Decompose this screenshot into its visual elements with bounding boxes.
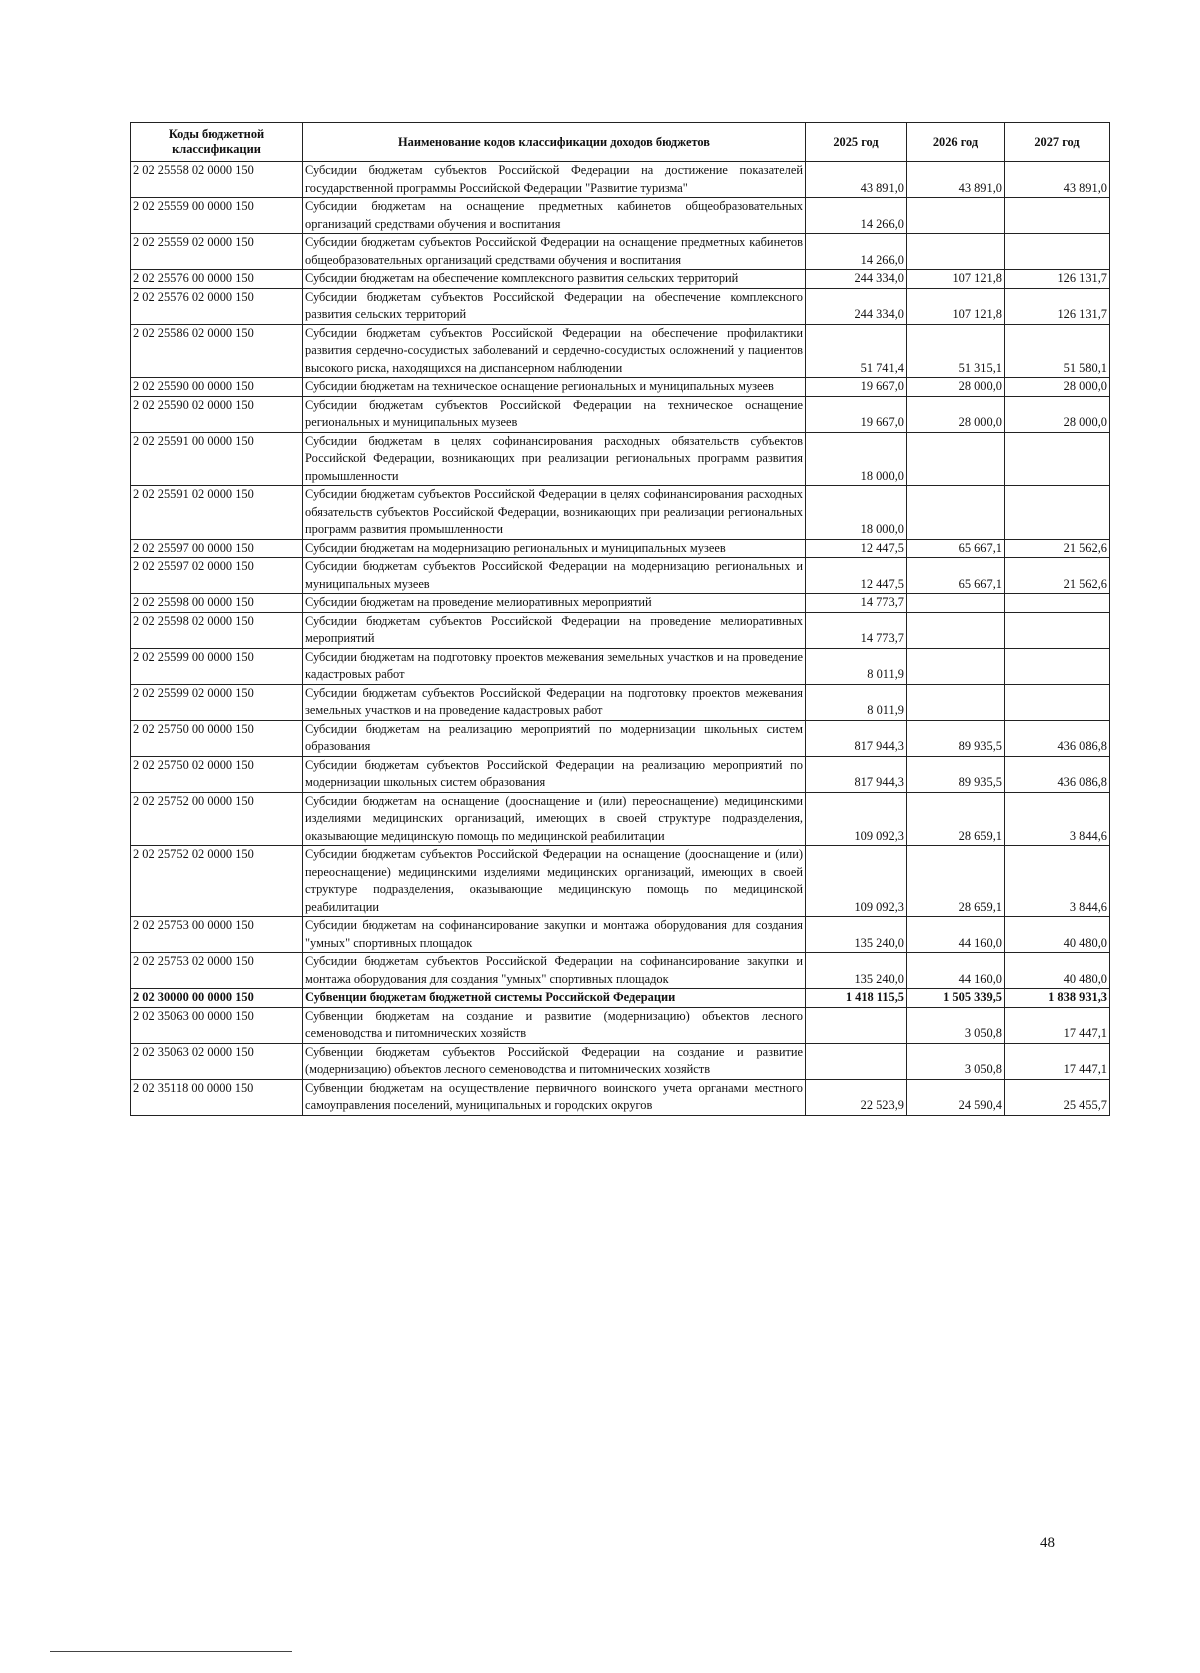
row-code: 2 02 25590 02 0000 150 bbox=[131, 396, 303, 432]
row-code: 2 02 35063 02 0000 150 bbox=[131, 1043, 303, 1079]
row-value-2025: 18 000,0 bbox=[806, 432, 907, 486]
row-value-2026 bbox=[907, 432, 1005, 486]
row-value-2026: 107 121,8 bbox=[907, 288, 1005, 324]
row-code: 2 02 25591 00 0000 150 bbox=[131, 432, 303, 486]
row-value-2027: 28 000,0 bbox=[1005, 378, 1110, 397]
row-code: 2 02 25576 02 0000 150 bbox=[131, 288, 303, 324]
budget-table-container bbox=[130, 122, 1109, 1116]
row-value-2027 bbox=[1005, 234, 1110, 270]
row-value-2026: 43 891,0 bbox=[907, 162, 1005, 198]
row-name: Субсидии бюджетам на модернизацию региональных и муниципальных музеев bbox=[303, 539, 806, 558]
row-code: 2 02 25597 00 0000 150 bbox=[131, 539, 303, 558]
table-header-row bbox=[131, 123, 1110, 162]
row-value-2026: 28 000,0 bbox=[907, 378, 1005, 397]
header-code: Коды бюджетной классификации bbox=[131, 123, 303, 162]
row-value-2026: 24 590,4 bbox=[907, 1079, 1005, 1115]
table-row bbox=[131, 756, 1110, 792]
table-row bbox=[131, 594, 1110, 613]
row-value-2025: 14 266,0 bbox=[806, 198, 907, 234]
row-value-2027 bbox=[1005, 594, 1110, 613]
row-value-2025: 8 011,9 bbox=[806, 684, 907, 720]
row-name: Субсидии бюджетам на техническое оснащение региональных и муниципальных музеев bbox=[303, 378, 806, 397]
table-row bbox=[131, 198, 1110, 234]
row-value-2025: 817 944,3 bbox=[806, 720, 907, 756]
row-value-2025: 43 891,0 bbox=[806, 162, 907, 198]
row-value-2027: 17 447,1 bbox=[1005, 1007, 1110, 1043]
budget-revenue-table bbox=[130, 122, 1110, 1116]
row-value-2027: 25 455,7 bbox=[1005, 1079, 1110, 1115]
table-row bbox=[131, 162, 1110, 198]
row-value-2027: 17 447,1 bbox=[1005, 1043, 1110, 1079]
row-name: Субсидии бюджетам на подготовку проектов межевания земельных участков и на проведение кадастровых работ bbox=[303, 648, 806, 684]
row-value-2025: 109 092,3 bbox=[806, 792, 907, 846]
page-number: 48 bbox=[1040, 1535, 1055, 1551]
row-value-2026: 89 935,5 bbox=[907, 756, 1005, 792]
row-value-2026 bbox=[907, 648, 1005, 684]
row-code: 2 02 25586 02 0000 150 bbox=[131, 324, 303, 378]
row-value-2025: 12 447,5 bbox=[806, 558, 907, 594]
row-name: Субсидии бюджетам на проведение мелиоративных мероприятий bbox=[303, 594, 806, 613]
row-code: 2 02 25591 02 0000 150 bbox=[131, 486, 303, 540]
table-row bbox=[131, 378, 1110, 397]
row-value-2026: 65 667,1 bbox=[907, 539, 1005, 558]
table-row bbox=[131, 792, 1110, 846]
table-row bbox=[131, 720, 1110, 756]
row-code: 2 02 35063 00 0000 150 bbox=[131, 1007, 303, 1043]
row-value-2026: 44 160,0 bbox=[907, 953, 1005, 989]
row-value-2025 bbox=[806, 1007, 907, 1043]
row-value-2025: 12 447,5 bbox=[806, 539, 907, 558]
row-value-2026 bbox=[907, 612, 1005, 648]
row-value-2025: 135 240,0 bbox=[806, 917, 907, 953]
row-name: Субвенции бюджетам субъектов Российской Федерации на создание и развитие (модернизацию) объектов лесного семеноводства и питомнических хозяйств bbox=[303, 1043, 806, 1079]
row-name: Субсидии бюджетам на софинансирование закупки и монтажа оборудования для создания "умных" спортивных площадок bbox=[303, 917, 806, 953]
row-code: 2 02 25559 00 0000 150 bbox=[131, 198, 303, 234]
row-code: 2 02 25576 00 0000 150 bbox=[131, 270, 303, 289]
row-value-2025: 14 773,7 bbox=[806, 612, 907, 648]
row-value-2026: 65 667,1 bbox=[907, 558, 1005, 594]
table-row bbox=[131, 953, 1110, 989]
row-code: 2 02 25750 02 0000 150 bbox=[131, 756, 303, 792]
row-value-2027: 3 844,6 bbox=[1005, 792, 1110, 846]
row-value-2025: 135 240,0 bbox=[806, 953, 907, 989]
row-name: Субсидии бюджетам субъектов Российской Федерации на проведение мелиоративных мероприятий bbox=[303, 612, 806, 648]
row-value-2027 bbox=[1005, 684, 1110, 720]
row-value-2026 bbox=[907, 198, 1005, 234]
row-name: Субсидии бюджетам на оснащение предметных кабинетов общеобразовательных организаций средствами обучения и воспитания bbox=[303, 198, 806, 234]
table-row bbox=[131, 486, 1110, 540]
row-name: Субсидии бюджетам субъектов Российской Федерации на оснащение (дооснащение и (или) переоснащение) медицинскими изделиями медицинских организаций, имеющих в своей структуре подразделения, оказывающие медицинскую помощь по медицинской реабилитации bbox=[303, 846, 806, 917]
row-value-2025: 109 092,3 bbox=[806, 846, 907, 917]
row-code: 2 02 25599 02 0000 150 bbox=[131, 684, 303, 720]
row-value-2025 bbox=[806, 1043, 907, 1079]
row-value-2027 bbox=[1005, 432, 1110, 486]
row-name: Субвенции бюджетам бюджетной системы Российской Федерации bbox=[303, 989, 806, 1008]
table-row bbox=[131, 270, 1110, 289]
row-name: Субсидии бюджетам в целях софинансирования расходных обязательств субъектов Российской Федерации, возникающих при реализации региональных программ развития промышленности bbox=[303, 432, 806, 486]
row-value-2025: 22 523,9 bbox=[806, 1079, 907, 1115]
row-code: 2 02 25752 02 0000 150 bbox=[131, 846, 303, 917]
row-value-2027: 40 480,0 bbox=[1005, 953, 1110, 989]
row-code: 2 02 25590 00 0000 150 bbox=[131, 378, 303, 397]
row-name: Субсидии бюджетам субъектов Российской Федерации на обеспечение профилактики развития сердечно-сосудистых заболеваний и сердечно-сосудистых осложнений у пациентов высокого риска, находящихся на диспансерном наблюдении bbox=[303, 324, 806, 378]
row-code: 2 02 25750 00 0000 150 bbox=[131, 720, 303, 756]
row-value-2025: 18 000,0 bbox=[806, 486, 907, 540]
row-name: Субсидии бюджетам на реализацию мероприятий по модернизации школьных систем образования bbox=[303, 720, 806, 756]
row-name: Субсидии бюджетам субъектов Российской Федерации на оснащение предметных кабинетов общеобразовательных организаций средствами обучения и воспитания bbox=[303, 234, 806, 270]
row-value-2025: 244 334,0 bbox=[806, 288, 907, 324]
row-value-2027: 21 562,6 bbox=[1005, 539, 1110, 558]
row-code: 2 02 25597 02 0000 150 bbox=[131, 558, 303, 594]
row-value-2026: 89 935,5 bbox=[907, 720, 1005, 756]
table-row bbox=[131, 917, 1110, 953]
row-value-2027 bbox=[1005, 198, 1110, 234]
table-row bbox=[131, 612, 1110, 648]
row-value-2026: 1 505 339,5 bbox=[907, 989, 1005, 1008]
header-name: Наименование кодов классификации доходов бюджетов bbox=[303, 123, 806, 162]
row-code: 2 02 25559 02 0000 150 bbox=[131, 234, 303, 270]
row-value-2025: 14 773,7 bbox=[806, 594, 907, 613]
row-value-2027: 40 480,0 bbox=[1005, 917, 1110, 953]
row-code: 2 02 35118 00 0000 150 bbox=[131, 1079, 303, 1115]
row-value-2027: 43 891,0 bbox=[1005, 162, 1110, 198]
table-row bbox=[131, 324, 1110, 378]
row-value-2025: 244 334,0 bbox=[806, 270, 907, 289]
row-value-2026: 44 160,0 bbox=[907, 917, 1005, 953]
footer-rule bbox=[50, 1651, 292, 1652]
table-row bbox=[131, 846, 1110, 917]
table-row bbox=[131, 539, 1110, 558]
row-code: 2 02 25753 00 0000 150 bbox=[131, 917, 303, 953]
row-value-2027: 1 838 931,3 bbox=[1005, 989, 1110, 1008]
table-row bbox=[131, 1007, 1110, 1043]
row-value-2026: 28 659,1 bbox=[907, 792, 1005, 846]
table-row bbox=[131, 558, 1110, 594]
row-value-2027 bbox=[1005, 648, 1110, 684]
row-name: Субсидии бюджетам субъектов Российской Федерации на техническое оснащение региональных и муниципальных музеев bbox=[303, 396, 806, 432]
row-value-2026 bbox=[907, 684, 1005, 720]
row-code: 2 02 25598 02 0000 150 bbox=[131, 612, 303, 648]
row-value-2026: 107 121,8 bbox=[907, 270, 1005, 289]
row-name: Субвенции бюджетам на осуществление первичного воинского учета органами местного самоуправления поселений, муниципальных и городских округов bbox=[303, 1079, 806, 1115]
row-name: Субсидии бюджетам субъектов Российской Федерации на реализацию мероприятий по модернизации школьных систем образования bbox=[303, 756, 806, 792]
table-row bbox=[131, 648, 1110, 684]
row-name: Субсидии бюджетам субъектов Российской Федерации на достижение показателей государственной программы Российской Федерации "Развитие туризма" bbox=[303, 162, 806, 198]
row-value-2026 bbox=[907, 486, 1005, 540]
row-value-2026: 28 659,1 bbox=[907, 846, 1005, 917]
row-name: Субсидии бюджетам на оснащение (дооснащение и (или) переоснащение) медицинскими изделиями медицинских организаций, имеющих в своей структуре подразделения, оказывающие медицинскую помощь по медицинской реабилитации bbox=[303, 792, 806, 846]
row-value-2026 bbox=[907, 594, 1005, 613]
table-row bbox=[131, 396, 1110, 432]
table-row bbox=[131, 684, 1110, 720]
header-2027: 2027 год bbox=[1005, 123, 1110, 162]
row-value-2025: 51 741,4 bbox=[806, 324, 907, 378]
row-value-2025: 8 011,9 bbox=[806, 648, 907, 684]
row-name: Субсидии бюджетам на обеспечение комплексного развития сельских территорий bbox=[303, 270, 806, 289]
row-value-2027 bbox=[1005, 486, 1110, 540]
row-value-2026: 3 050,8 bbox=[907, 1043, 1005, 1079]
table-body bbox=[131, 162, 1110, 1116]
table-row bbox=[131, 989, 1110, 1008]
row-value-2027: 3 844,6 bbox=[1005, 846, 1110, 917]
row-value-2027 bbox=[1005, 612, 1110, 648]
row-value-2025: 19 667,0 bbox=[806, 378, 907, 397]
table-row bbox=[131, 1043, 1110, 1079]
row-name: Субсидии бюджетам субъектов Российской Федерации на модернизацию региональных и муниципальных музеев bbox=[303, 558, 806, 594]
row-value-2026: 28 000,0 bbox=[907, 396, 1005, 432]
row-name: Субвенции бюджетам на создание и развитие (модернизацию) объектов лесного семеноводства и питомнических хозяйств bbox=[303, 1007, 806, 1043]
row-name: Субсидии бюджетам субъектов Российской Федерации в целях софинансирования расходных обязательств субъектов Российской Федерации, возникающих при реализации региональных программ развития промышленности bbox=[303, 486, 806, 540]
row-value-2027: 51 580,1 bbox=[1005, 324, 1110, 378]
row-name: Субсидии бюджетам субъектов Российской Федерации на обеспечение комплексного развития сельских территорий bbox=[303, 288, 806, 324]
table-row bbox=[131, 1079, 1110, 1115]
row-value-2027: 436 086,8 bbox=[1005, 720, 1110, 756]
row-value-2025: 19 667,0 bbox=[806, 396, 907, 432]
row-value-2026: 51 315,1 bbox=[907, 324, 1005, 378]
row-code: 2 02 25598 00 0000 150 bbox=[131, 594, 303, 613]
row-code: 2 02 25558 02 0000 150 bbox=[131, 162, 303, 198]
table-row bbox=[131, 234, 1110, 270]
row-name: Субсидии бюджетам субъектов Российской Федерации на подготовку проектов межевания земельных участков и на проведение кадастровых работ bbox=[303, 684, 806, 720]
row-code: 2 02 25753 02 0000 150 bbox=[131, 953, 303, 989]
table-row bbox=[131, 432, 1110, 486]
header-2026: 2026 год bbox=[907, 123, 1005, 162]
row-value-2025: 1 418 115,5 bbox=[806, 989, 907, 1008]
row-value-2026: 3 050,8 bbox=[907, 1007, 1005, 1043]
row-code: 2 02 25752 00 0000 150 bbox=[131, 792, 303, 846]
row-value-2027: 28 000,0 bbox=[1005, 396, 1110, 432]
header-2025: 2025 год bbox=[806, 123, 907, 162]
row-code: 2 02 30000 00 0000 150 bbox=[131, 989, 303, 1008]
row-value-2027: 436 086,8 bbox=[1005, 756, 1110, 792]
row-value-2025: 817 944,3 bbox=[806, 756, 907, 792]
row-value-2027: 126 131,7 bbox=[1005, 270, 1110, 289]
row-value-2026 bbox=[907, 234, 1005, 270]
row-value-2025: 14 266,0 bbox=[806, 234, 907, 270]
row-code: 2 02 25599 00 0000 150 bbox=[131, 648, 303, 684]
table-row bbox=[131, 288, 1110, 324]
row-name: Субсидии бюджетам субъектов Российской Федерации на софинансирование закупки и монтажа оборудования для создания "умных" спортивных площадок bbox=[303, 953, 806, 989]
row-value-2027: 126 131,7 bbox=[1005, 288, 1110, 324]
row-value-2027: 21 562,6 bbox=[1005, 558, 1110, 594]
